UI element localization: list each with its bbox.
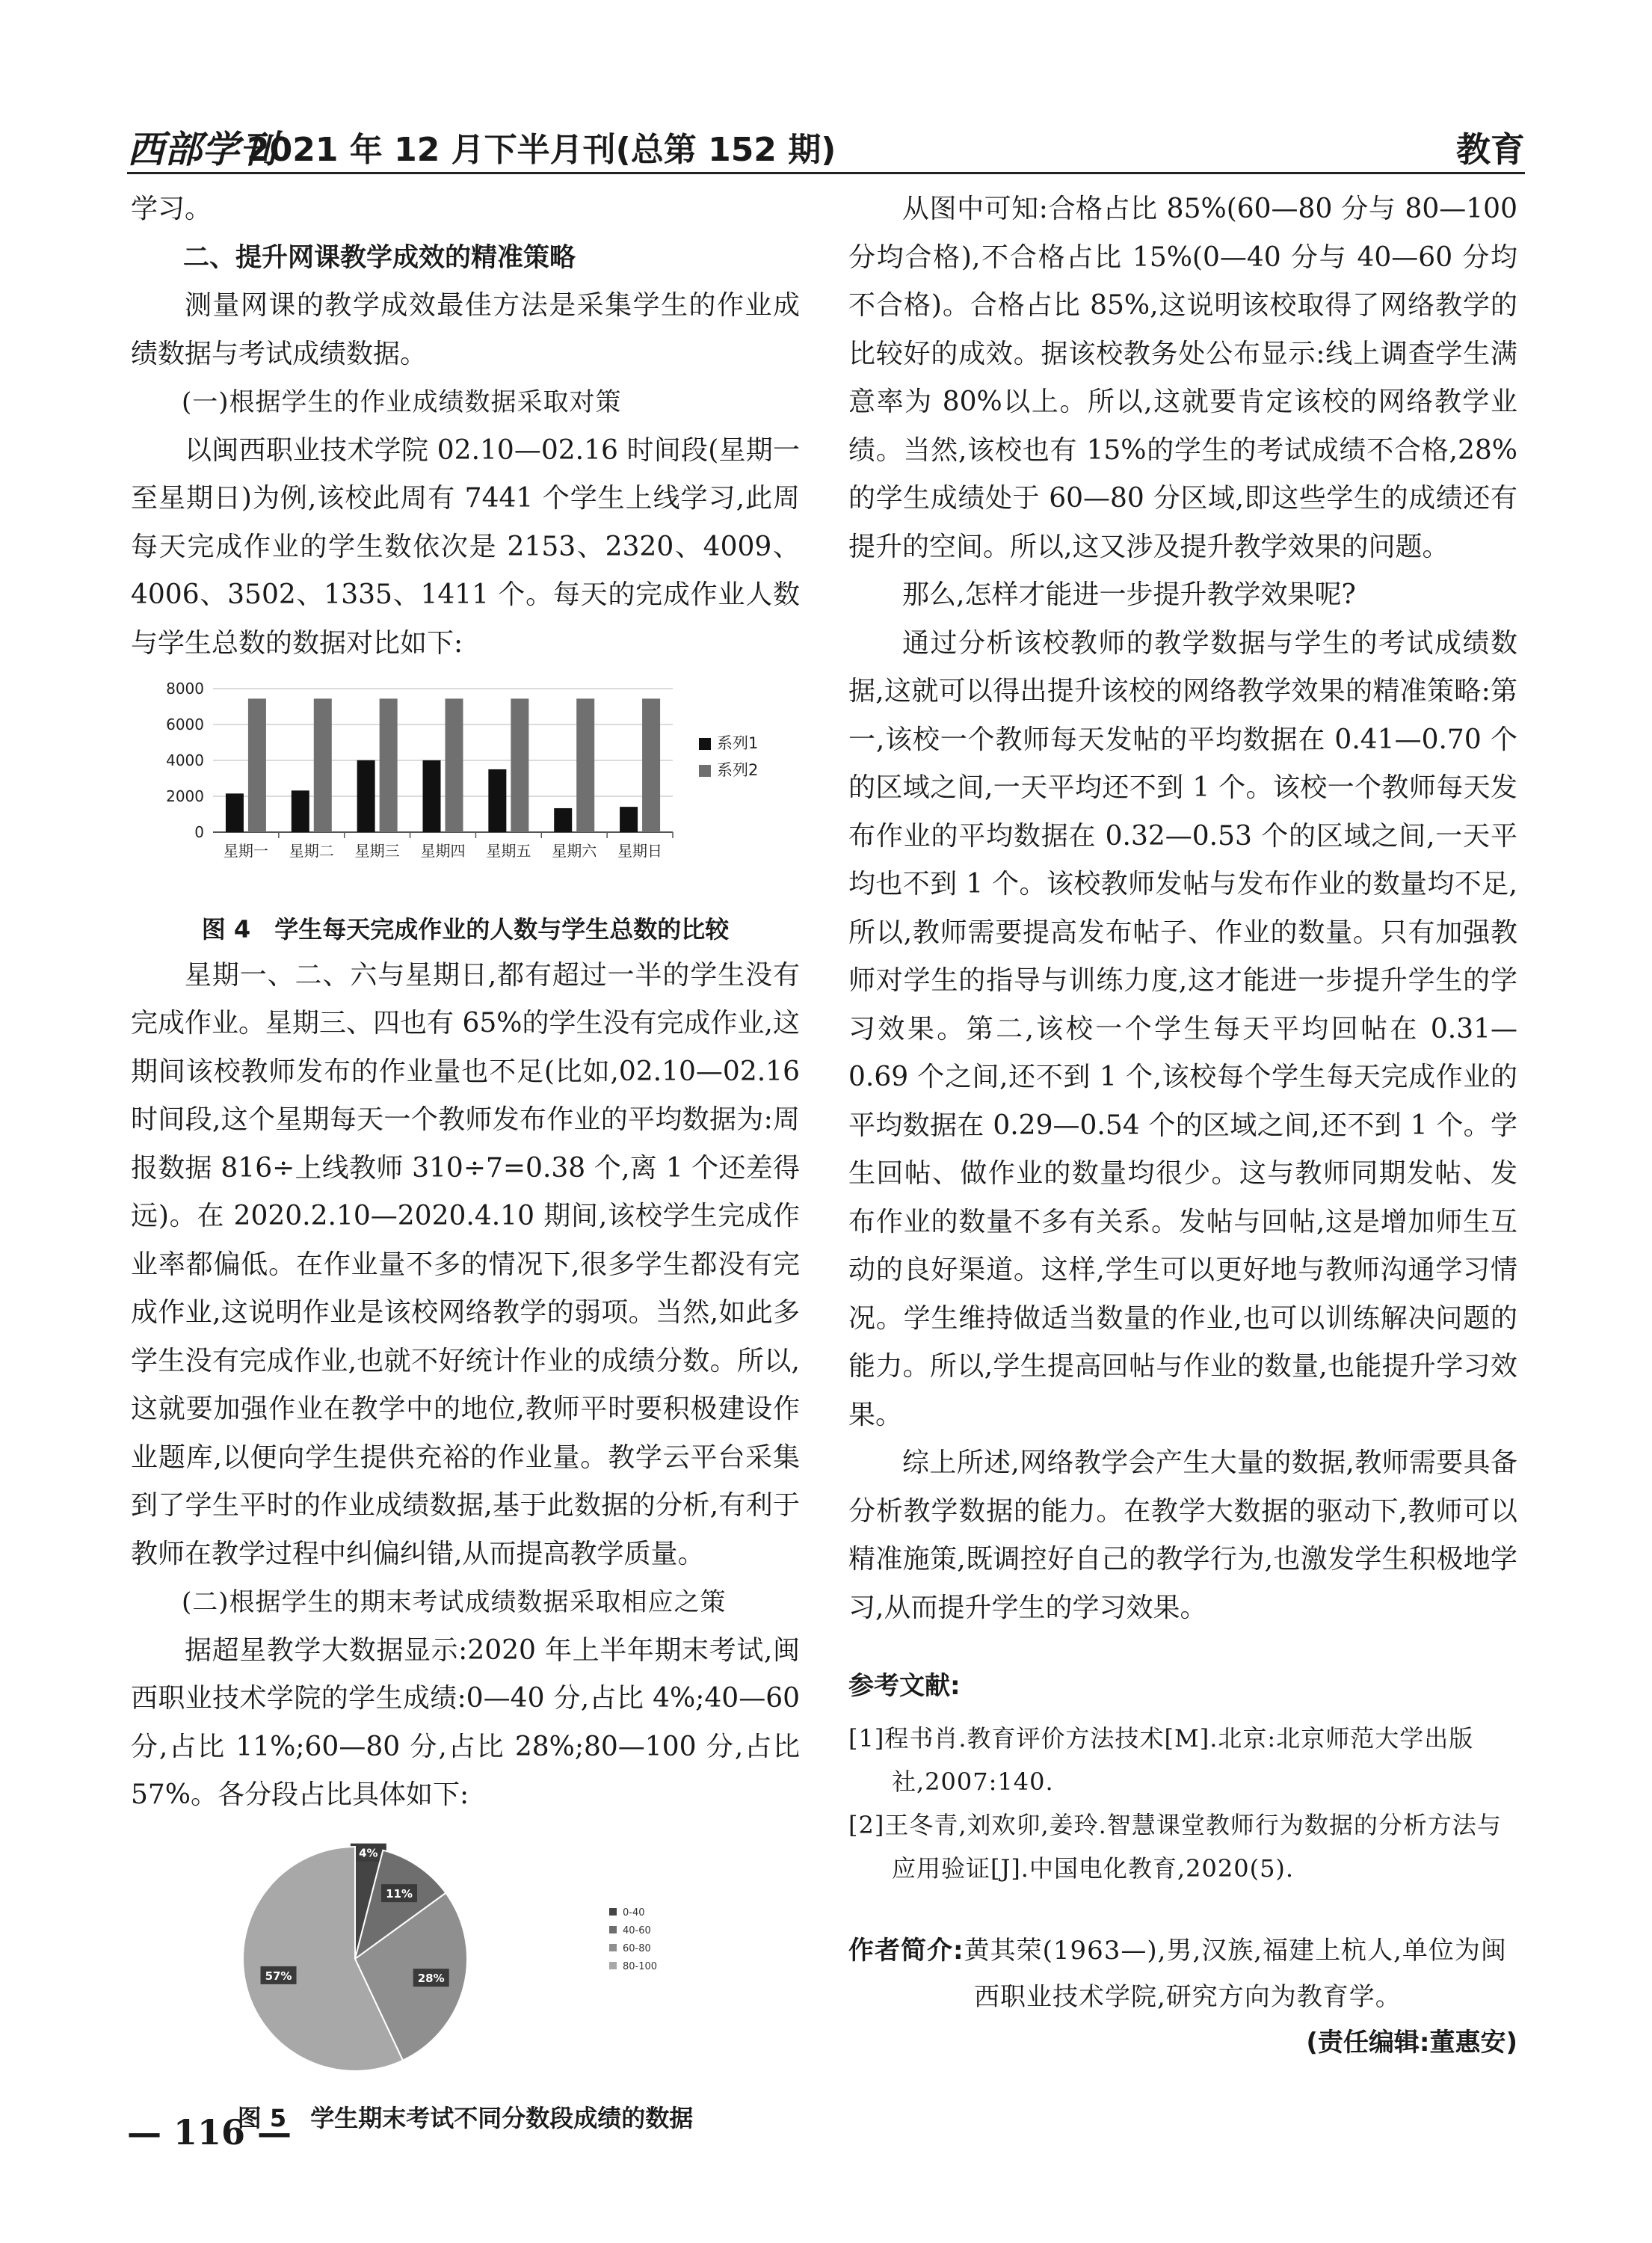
- legend-label: 系列1: [717, 734, 759, 752]
- pie-value-label: 4%: [359, 1846, 378, 1860]
- bar-系列1: [292, 790, 309, 832]
- figure-caption: 图 4 学生每天完成作业的人数与学生总数的比较: [201, 914, 730, 944]
- author-bio: [848, 1927, 1517, 2020]
- issue-info: 2021 年 12 月下半月刊(总第 152 期): [247, 131, 836, 169]
- subsection-heading: (一)根据学生的作业成绩数据采取对策: [182, 387, 622, 417]
- legend-swatch: [699, 738, 711, 750]
- bar-系列2: [642, 698, 660, 832]
- legend-label: 80-100: [623, 1960, 658, 1972]
- section-name: 教育: [1456, 129, 1525, 170]
- y-tick-label: 6000: [166, 716, 204, 733]
- bar-系列1: [620, 807, 638, 832]
- author-text: 黄其荣(1963—),男,汉族,福建上杭人,单位为闽西职业技术学院,研究方向为教育学。: [964, 1935, 1507, 2012]
- x-tick-label: 星期三: [354, 842, 400, 860]
- paragraph: 学习。: [131, 194, 212, 224]
- legend-swatch: [609, 1908, 617, 1916]
- paragraph: 那么,怎样才能进一步提升教学效果呢?: [902, 579, 1356, 610]
- references-title: 参考文献:: [848, 1671, 961, 1701]
- bar-系列2: [380, 698, 398, 832]
- page-header: [127, 112, 1525, 174]
- paragraph: 综上所述,网络教学会产生大量的数据,教师需要具备分析教学数据的能力。在教学大数据的驱动下,教师可以精准施策,既调控好自己的教学行为,也激发学生积极地学习,从而提升学生的学习效果。: [848, 1447, 1517, 1623]
- bar-系列2: [511, 698, 528, 832]
- figure-caption: 图 5 学生期末考试不同分数段成绩的数据: [237, 2104, 694, 2132]
- bar-系列1: [226, 793, 244, 832]
- y-tick-label: 0: [194, 823, 204, 841]
- bar-系列2: [446, 698, 463, 832]
- bar-chart: [131, 674, 800, 890]
- y-tick-label: 4000: [166, 751, 204, 769]
- paragraph: 从图中可知:合格占比 85%(60—80 分与 80—100 分均合格),不合格占比 15%(0—40 分与 40—60 分均不合格)。合格占比 85%,这说明该校取得了网络教学的比较好的成效。据该校教务处公布显示:线上调查学生满意率为 80%以上。所以,这就要肯定该校的网络教学业绩。当然,该校也有 15%的学生的考试成绩不合格,28%的学生成绩处于 60—80 分区域,即这些学生的成绩还有提升的空间。所以,这又涉及提升教学效果的问题。: [848, 194, 1517, 562]
- bar-系列2: [314, 698, 332, 832]
- legend-label: 60-80: [623, 1942, 651, 1954]
- legend-label: 40-60: [623, 1924, 651, 1936]
- legend-swatch: [609, 1944, 617, 1951]
- author-label: 作者简介:: [848, 1935, 964, 1966]
- reference-item: [2]王冬青,刘欢卯,姜玲.智慧课堂教师行为数据的分析方法与应用验证[J].中国电化教育,2020(5).: [848, 1810, 1502, 1883]
- bar-系列2: [248, 698, 266, 832]
- left-column: [131, 185, 800, 2141]
- paragraph: 测量网课的教学成效最佳方法是采集学生的作业成绩数据与考试成绩数据。: [131, 290, 800, 369]
- pie-value-label: 11%: [386, 1886, 413, 1901]
- y-tick-label: 2000: [166, 787, 204, 805]
- x-tick-label: 星期二: [289, 842, 334, 860]
- journal-logo: 西部学刊: [127, 127, 277, 171]
- figure-4: [131, 674, 800, 952]
- paragraph: 星期一、二、六与星期日,都有超过一半的学生没有完成作业。星期三、四也有 65%的学生没有完成作业,这期间该校教师发布的作业量也不足(比如,02.10—02.16 时间段,这个星期每天一个教师发布作业的平均数据为:周报数据 816÷上线教师 310÷7=0.38 个,离 1 个还差得远)。在 2020.2.10—2020.4.10 期间,该校学生完成作业率都偏低。在作业量不多的情况下,很多学生都没有完成作业,这说明作业是该校网络教学的弱项。当然,如此多学生没有完成作业,也就不好统计作业的成绩分数。所以,这就要加强作业在教学中的地位,教师平时要积极建设作业题库,以便向学生提供充裕的作业量。教学云平台采集到了学生平时的作业成绩数据,基于此数据的分析,有利于教师在教学过程中纠偏纠错,从而提高教学质量。: [131, 959, 800, 1569]
- legend-swatch: [699, 765, 711, 777]
- bar-系列1: [423, 760, 441, 832]
- x-tick-label: 星期五: [486, 842, 531, 860]
- x-tick-label: 星期四: [420, 842, 466, 860]
- paragraph: 通过分析该校教师的教学数据与学生的考试成绩数据,这就可以得出提升该校的网络教学效果的精准策略:第一,该校一个教师每天发帖的平均数据在 0.41—0.70 个的区域之间,一天平均还不到 1 个。该校一个教师每天发布作业的平均数据在 0.32—0.53 个的区域之间,一天平均也不到 1 个。该校教师发帖与发布作业的数量均不足,所以,教师需要提高发布帖子、作业的数量。只有加强教师对学生的指导与训练力度,这才能进一步提升学生的学习效果。第二,该校一个学生每天平均回帖在 0.31—0.69 个之间,还不到 1 个,该校每个学生每天完成作业的平均数据在 0.29—0.54 个的区域之间,还不到 1 个。学生回帖、做作业的数量均很少。这与教师同期发帖、发布作业的数量不多有关系。发帖与回帖,这是增加师生互动的良好渠道。这样,学生可以更好地与教师沟通学习情况。学生维持做适当数量的作业,也可以训练解决问题的能力。所以,学生提高回帖与作业的数量,也能提升学习效果。: [848, 627, 1517, 1430]
- legend-label: 0-40: [623, 1907, 645, 1919]
- x-tick-label: 星期一: [223, 842, 268, 860]
- legend-swatch: [609, 1962, 617, 1969]
- y-tick-label: 8000: [166, 680, 204, 698]
- pie-value-label: 57%: [265, 1969, 292, 1983]
- bar-系列1: [357, 760, 375, 832]
- figure-5: [131, 1826, 800, 2141]
- pie-chart: [131, 1826, 800, 2080]
- page-number: — 116 —: [127, 2112, 292, 2153]
- responsible-editor: (责任编辑:董惠安): [1306, 2027, 1517, 2058]
- reference-item: [1]程书肖.教育评价方法技术[M].北京:北京师范大学出版社,2007:140.: [848, 1723, 1474, 1796]
- pie-value-label: 28%: [417, 1971, 445, 1985]
- paragraph: 以闽西职业技术学院 02.10—02.16 时间段(星期一至星期日)为例,该校此周有 7441 个学生上线学习,此周每天完成作业的学生数依次是 2153、2320、4009、4006、3502、1335、1411 个。每天的完成作业人数与学生总数的数据对比如下:: [131, 434, 800, 659]
- bar-系列2: [576, 698, 594, 832]
- right-column: [848, 185, 1517, 2065]
- x-tick-label: 星期日: [617, 842, 663, 860]
- paragraph: 据超星教学大数据显示:2020 年上半年期末考试,闽西职业技术学院的学生成绩:0—40 分,占比 4%;40—60 分,占比 11%;60—80 分,占比 28%;80—100 分,占比 57%。各分段占比具体如下:: [131, 1634, 800, 1810]
- legend-label: 系列2: [717, 761, 759, 779]
- x-tick-label: 星期六: [552, 842, 597, 860]
- legend-swatch: [609, 1926, 617, 1933]
- bar-系列1: [488, 769, 506, 832]
- section-heading: 二、提升网课教学成效的精准策略: [183, 242, 576, 273]
- bar-系列1: [554, 808, 572, 832]
- subsection-heading: (二)根据学生的期末考试成绩数据采取相应之策: [182, 1587, 727, 1617]
